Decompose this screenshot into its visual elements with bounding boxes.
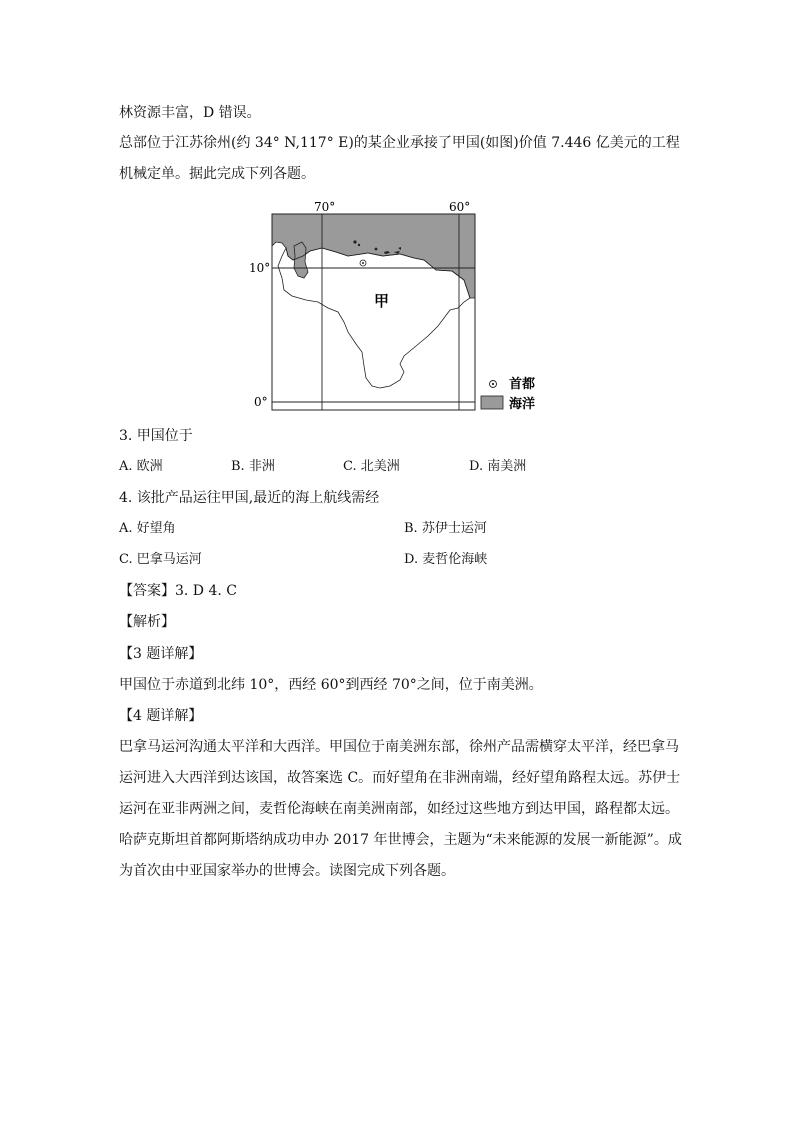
lake [294, 242, 308, 278]
legend-ocean-swatch [481, 396, 503, 409]
text-line-2: 总部位于江苏徐州(约 34° N,117° E)的某企业承接了甲国(如图)价值 7.446 亿美元的工程 [119, 135, 680, 151]
detail-3-heading: 【3 题详解】 [119, 646, 203, 662]
question-4: 4. 该批产品运往甲国,最近的海上航线需经 [119, 490, 380, 506]
analysis-heading: 【解析】 [119, 614, 175, 630]
answer-line: 【答案】3. D 4. C [119, 583, 238, 599]
q4-option-c: C. 巴拿马运河 [119, 552, 202, 567]
lat-label-10: 10° [249, 261, 271, 275]
q4-option-d: D. 麦哲伦海峡 [404, 552, 488, 567]
question-3: 3. 甲国位于 [119, 428, 193, 444]
q3-option-a: A. 欧洲 [119, 459, 163, 474]
map-figure [248, 196, 548, 418]
q4-option-b: B. 苏伊士运河 [404, 521, 487, 536]
text-line-1: 林资源丰富，D 错误。 [119, 105, 261, 121]
legend-capital-label: 首都 [509, 377, 536, 392]
lon-label-70: 70° [314, 200, 336, 214]
q3-option-d: D. 南美洲 [469, 459, 527, 474]
detail-4-line-2: 运河进入大西洋到达该国，故答案选 C。而好望角在非洲南端，经好望角路程太远。苏伊士 [119, 770, 681, 786]
detail-4-line-5: 为首次由中亚国家举办的世博会。读图完成下列各题。 [119, 863, 455, 879]
detail-4-line-1: 巴拿马运河沟通太平洋和大西洋。甲国位于南美洲东部，徐州产品需横穿太平洋，经巴拿马 [119, 739, 679, 755]
q4-option-a: A. 好望角 [119, 521, 176, 536]
legend-ocean-label: 海洋 [509, 397, 536, 412]
text-line-3: 机械定单。据此完成下列各题。 [119, 166, 315, 182]
detail-4-line-4: 哈萨克斯坦首都阿斯塔纳成功申办 2017 年世博会，主题为“未来能源的发展一新能源”。成 [119, 832, 682, 848]
lon-label-60: 60° [449, 200, 471, 214]
country-label: 甲 [374, 292, 390, 310]
q3-option-b: B. 非洲 [231, 459, 275, 474]
lat-label-0: 0° [254, 395, 268, 409]
detail-4-heading: 【4 题详解】 [119, 708, 203, 724]
detail-4-line-3: 运河在亚非两洲之间，麦哲伦海峡在南美洲南部，如经过这些地方到达甲国，路程都太远。 [119, 801, 679, 817]
detail-3-body: 甲国位于赤道到北纬 10°，西经 60°到西经 70°之间，位于南美洲。 [119, 677, 543, 693]
q3-option-c: C. 北美洲 [343, 459, 400, 474]
